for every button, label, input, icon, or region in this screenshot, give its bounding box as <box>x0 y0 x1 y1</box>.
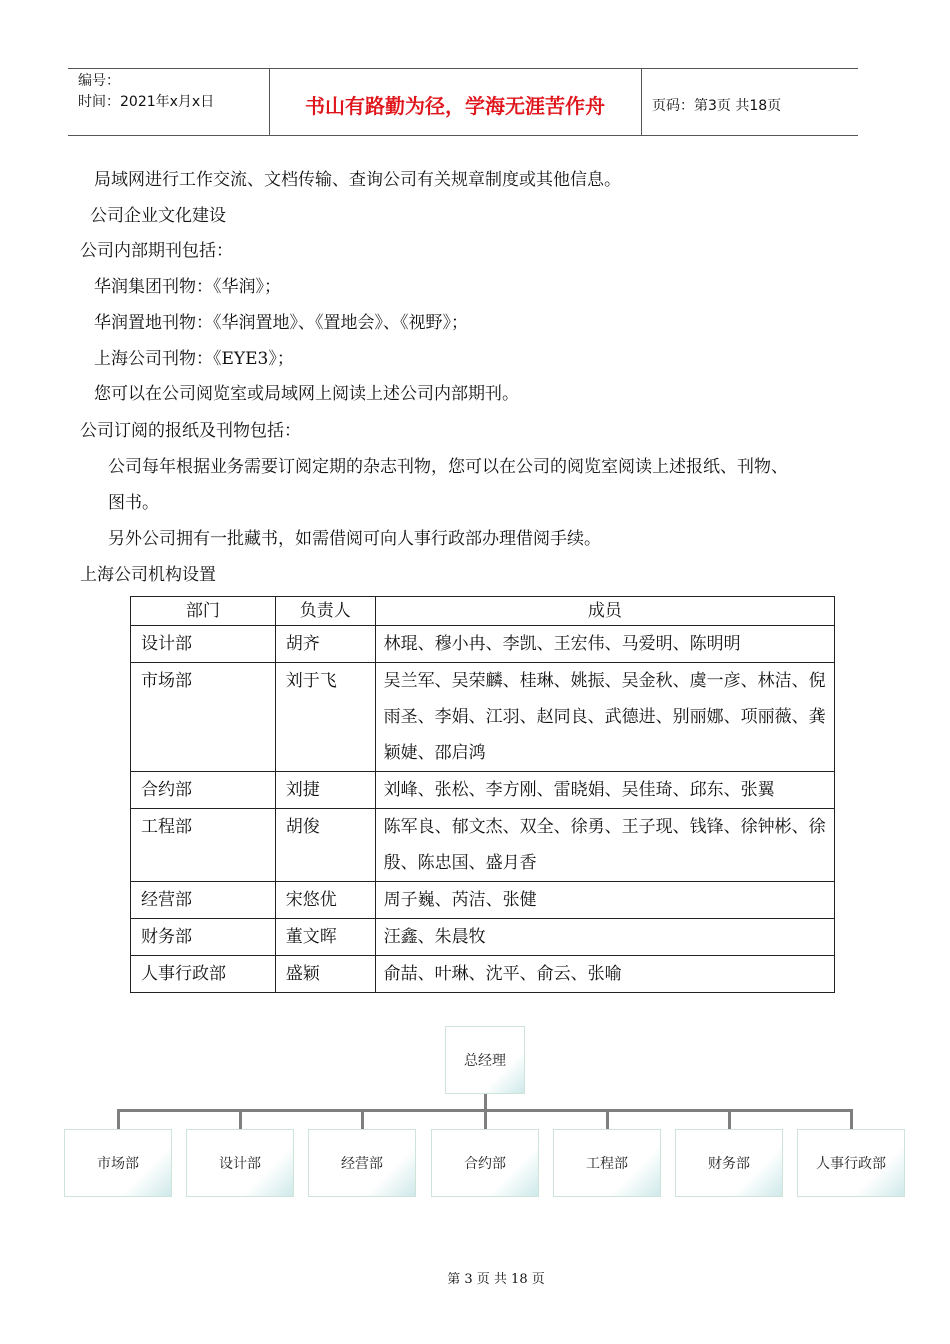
body-line-subscriptions-1: 公司每年根据业务需要订阅定期的杂志刊物，您可以在公司的阅览室阅读上述报纸、刊物、 <box>108 457 788 477</box>
members-cell: 刘峰、张松、李方刚、雷晓娟、吴佳琦、邱东、张翼 <box>375 772 834 809</box>
head-cell: 董文晖 <box>275 919 375 956</box>
members-cell: 林琨、穆小冉、李凯、王宏伟、马爱明、陈明明 <box>375 626 834 663</box>
head-cell: 宋悠优 <box>275 882 375 919</box>
section-heading-culture: 公司企业文化建设 <box>90 206 226 226</box>
journal-crland: 华润置地刊物：《华润置地》、《置地会》、《视野》； <box>94 313 468 333</box>
org-box-hr-admin: 人事行政部 <box>797 1129 905 1197</box>
org-box-operations: 经营部 <box>308 1129 416 1197</box>
members-cell: 周子巍、芮洁、张健 <box>375 882 834 919</box>
head-cell: 胡俊 <box>275 809 375 882</box>
dept-cell: 合约部 <box>131 772 276 809</box>
header-page-label: 页码：第3页 共18页 <box>652 98 782 114</box>
dept-cell: 经营部 <box>131 882 276 919</box>
org-connector-branch <box>361 1109 364 1129</box>
dept-cell: 市场部 <box>131 663 276 772</box>
org-box-design: 设计部 <box>186 1129 294 1197</box>
department-table <box>130 596 835 993</box>
members-cell: 陈军良、郁文杰、双全、徐勇、王子现、钱锋、徐钟彬、徐殷、陈忠国、盛月香 <box>375 809 834 882</box>
org-connector-branch <box>728 1109 731 1129</box>
head-cell: 胡齐 <box>275 626 375 663</box>
members-cell: 俞喆、叶琳、沈平、俞云、张喻 <box>375 956 834 993</box>
org-connector-branch <box>117 1109 120 1129</box>
org-box-marketing: 市场部 <box>64 1129 172 1197</box>
header-divider-right <box>641 69 642 135</box>
dept-cell: 财务部 <box>131 919 276 956</box>
body-line-book-loan: 另外公司拥有一批藏书，如需借阅可向人事行政部办理借阅手续。 <box>108 529 601 549</box>
body-line-subscriptions-2: 图书。 <box>108 493 159 513</box>
head-cell: 刘于飞 <box>275 663 375 772</box>
header-dept: 部门 <box>131 597 276 626</box>
org-box-engineering: 工程部 <box>553 1129 661 1197</box>
body-line-reading-room: 您可以在公司阅览室或局域网上阅读上述公司内部期刊。 <box>94 384 519 404</box>
org-connector-branch <box>850 1109 853 1129</box>
table-header-row <box>131 597 835 626</box>
dept-cell: 人事行政部 <box>131 956 276 993</box>
dept-cell: 设计部 <box>131 626 276 663</box>
header-bottom-rule <box>68 135 858 136</box>
header-head: 负责人 <box>275 597 375 626</box>
doc-number-label: 编号： <box>78 73 120 89</box>
members-cell: 吴兰军、吴荣麟、桂琳、姚振、吴金秋、虞一彦、林洁、倪雨圣、李娟、江羽、赵同良、武德进、别丽娜、项丽薇、龚颖婕、邵启鸿 <box>375 663 834 772</box>
doc-time-label: 时间：2021年x月x日 <box>78 94 215 110</box>
table-row <box>131 956 835 993</box>
table-row <box>131 626 835 663</box>
org-box-contracts: 合约部 <box>431 1129 539 1197</box>
head-cell: 盛颖 <box>275 956 375 993</box>
org-box-finance: 财务部 <box>675 1129 783 1197</box>
header-members: 成员 <box>375 597 834 626</box>
org-connector-branch <box>484 1109 487 1129</box>
section-heading-internal-journals: 公司内部期刊包括： <box>80 241 233 261</box>
section-heading-org-setup: 上海公司机构设置 <box>80 565 216 585</box>
org-connector-branch <box>606 1109 609 1129</box>
journal-crc: 华润集团刊物：《华润》； <box>94 277 281 297</box>
section-heading-subscriptions: 公司订阅的报纸及刊物包括： <box>80 421 301 441</box>
members-cell: 汪鑫、朱晨牧 <box>375 919 834 956</box>
dept-cell: 工程部 <box>131 809 276 882</box>
page-footer: 第 3 页 共 18 页 <box>447 1272 545 1287</box>
journal-shanghai: 上海公司刊物：《EYE3》； <box>94 349 294 369</box>
body-line-intranet: 局域网进行工作交流、文档传输、查询公司有关规章制度或其他信息。 <box>94 170 621 190</box>
table-row <box>131 882 835 919</box>
header-motto: 书山有路勤为径，学海无涯苦作舟 <box>305 94 605 118</box>
table-row <box>131 809 835 882</box>
head-cell: 刘捷 <box>275 772 375 809</box>
org-box-general-manager: 总经理 <box>445 1026 525 1094</box>
header-top-rule <box>68 68 858 69</box>
table-row <box>131 919 835 956</box>
table-row <box>131 663 835 772</box>
org-connector-branch <box>239 1109 242 1129</box>
table-row <box>131 772 835 809</box>
